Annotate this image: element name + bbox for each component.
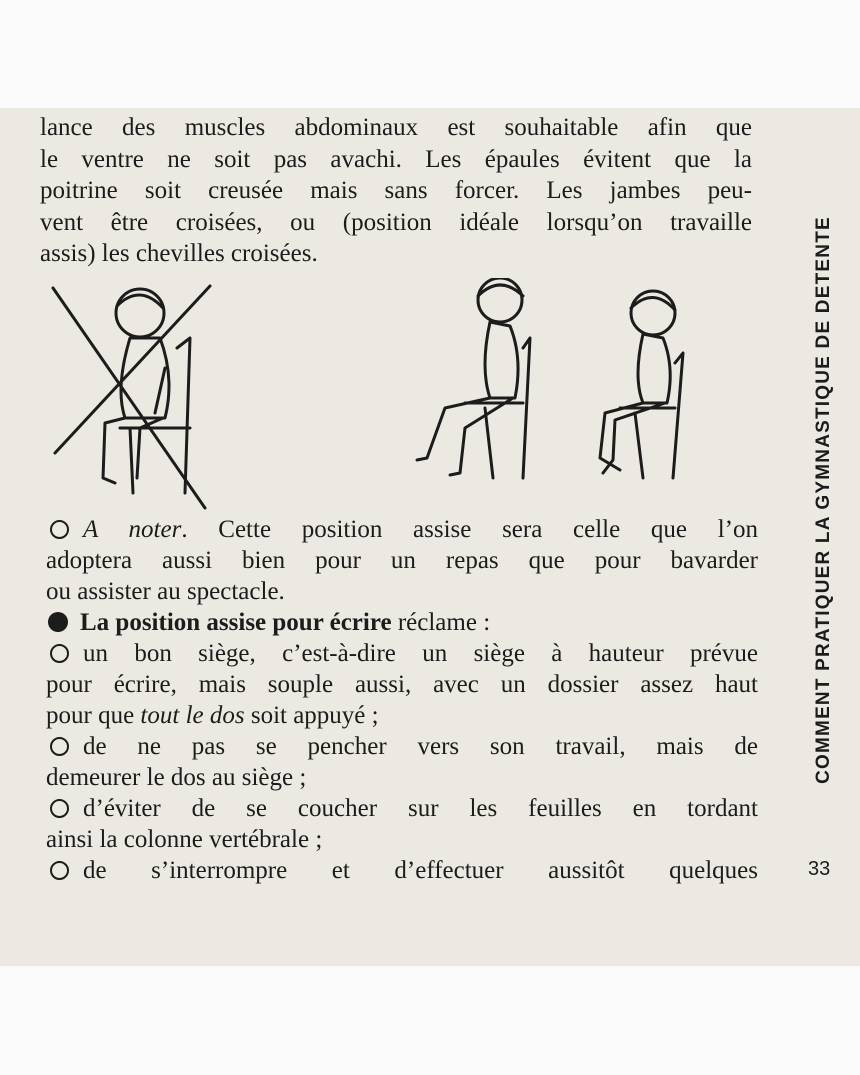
text-line: ou assister au spectacle.: [46, 578, 285, 605]
slouched-posture-figure: [53, 286, 210, 508]
open-bullet-icon: [50, 737, 69, 756]
list-item-line: [46, 638, 758, 669]
running-head-text: COMMENT PRATIQUER LA GYMNASTIQUE DE DETENTE: [813, 216, 834, 784]
list-item-line: [46, 731, 758, 762]
note-line: [46, 514, 758, 545]
list-item-line: [46, 855, 758, 886]
open-bullet-icon: [50, 644, 69, 663]
posture-illustrations: [45, 278, 745, 523]
text-line: demeurer le dos au siège ;: [46, 764, 307, 791]
filled-bullet-icon: [48, 612, 68, 632]
book-page: [0, 108, 860, 966]
emphasis: tout le dos: [140, 702, 245, 729]
text-line: de s’interrompre et d’effectuer aussitôt quelques: [83, 857, 758, 884]
list-item-line: [46, 793, 758, 824]
open-bullet-icon: [50, 861, 69, 880]
heading-rest: réclame :: [391, 609, 491, 636]
open-bullet-icon: [50, 520, 69, 539]
text-line: . Cette position assise sera celle que l’on: [181, 516, 758, 543]
text-fragment: soit appuyé ;: [244, 702, 379, 729]
open-bullet-icon: [50, 799, 69, 818]
text-line: ainsi la colonne vertébrale ;: [46, 826, 323, 853]
text-line: le ventre ne soit pas avachi. Les épaules évitent que la: [40, 145, 752, 173]
text-line: poitrine soit creusée mais sans forcer. Les jambes peu-: [40, 177, 752, 204]
note-label: A noter: [83, 516, 182, 543]
text-line: [46, 700, 758, 731]
text-line: un bon siège, c’est-à-dire un siège à hauteur prévue: [83, 640, 758, 667]
text-line: de ne pas se pencher vers son travail, mais de: [83, 733, 758, 760]
body-text: [46, 514, 758, 886]
text-fragment: pour que: [46, 702, 141, 729]
text-line: adoptera aussi bien pour un repas que pour bavarder: [46, 547, 758, 574]
legs-crossed-figure: [417, 278, 530, 478]
text-line: pour écrire, mais souple aussi, avec un dossier assez haut: [46, 671, 758, 698]
text-line: d’éviter de se coucher sur les feuilles en tordant: [83, 795, 758, 822]
ankles-crossed-figure: [600, 291, 683, 478]
text-line: lance des muscles abdominaux est souhaitable afin que: [40, 114, 752, 141]
text-line: assis) les chevilles croisées.: [40, 240, 318, 267]
page-number: 33: [808, 858, 831, 880]
text-line: vent être croisées, ou (position idéale lorsqu’on travaille: [40, 208, 752, 236]
section-heading: [46, 607, 758, 638]
heading-bold: La position assise pour écrire: [80, 609, 392, 636]
intro-paragraph: [40, 112, 752, 270]
